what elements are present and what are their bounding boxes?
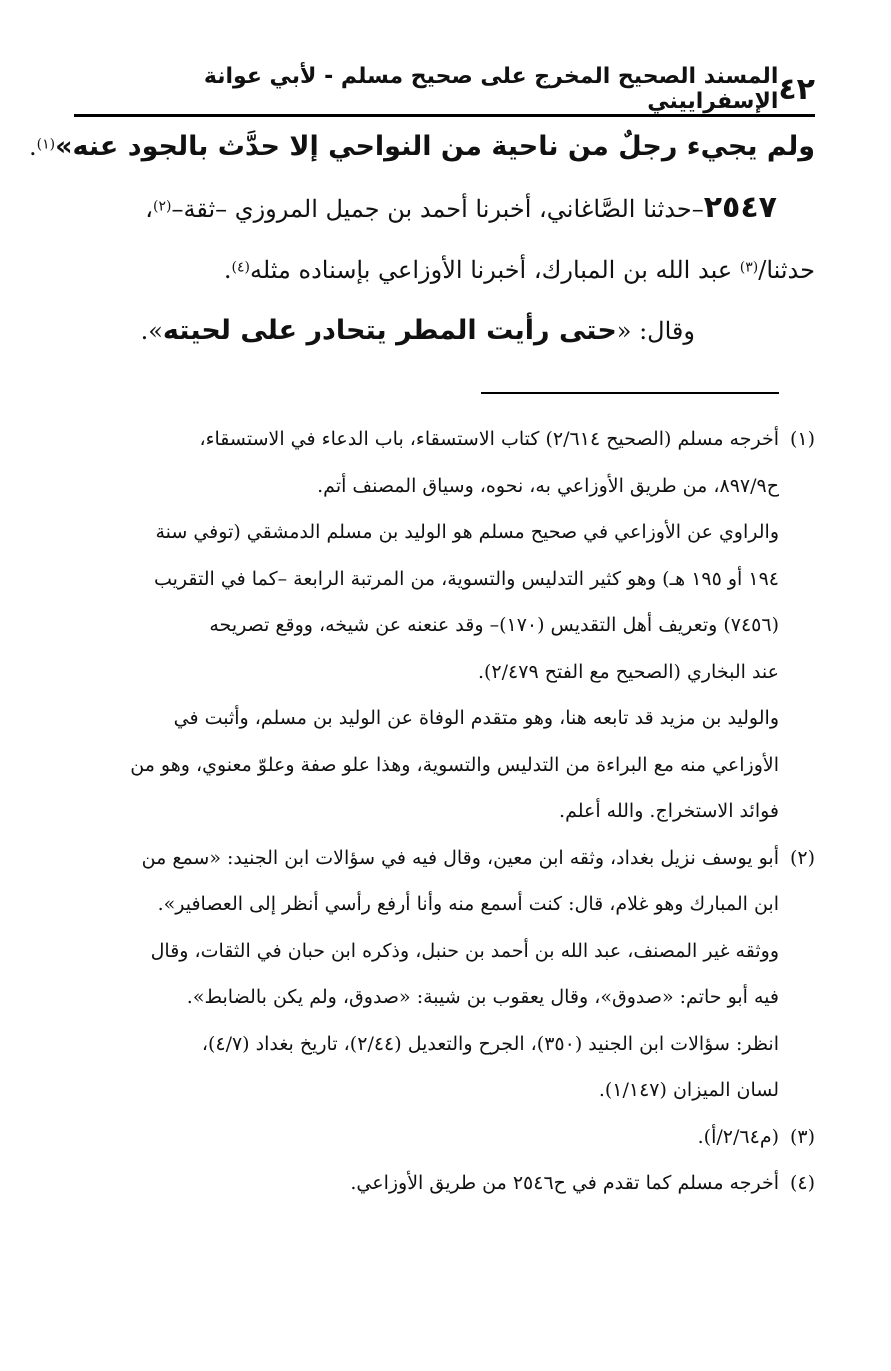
footnote-ref-4: (٤) [231, 259, 250, 276]
footnote-3-marker: (٣) [789, 1125, 815, 1148]
footnote-ref-1: (١) [36, 136, 56, 153]
header-rule [74, 114, 815, 117]
footnote-2-line: انظر: سؤالات ابن الجنيد (٣٥٠)، الجرح والتعديل (٢/٤٤)، تاريخ بغداد (٤/٧)، [201, 1032, 779, 1055]
footnote-1-line: ١٩٤ أو ١٩٥ هـ) وهو كثير التدليس والتسوية، من المرتبة الرابعة –كما في التقريب [153, 567, 779, 590]
line3-end: . [223, 256, 232, 284]
footnote-3-text: (م٢/٦٤/أ). [697, 1125, 779, 1148]
main-line-1 [28, 118, 815, 179]
footnote-4-line [74, 1160, 815, 1207]
footnote-1-text: أخرجه مسلم (الصحيح ٢/٦١٤) كتاب الاستسقاء، باب الدعاء في الاستسقاء، [199, 428, 779, 450]
line4-lead: وقال: « [616, 317, 695, 345]
footnotes [74, 416, 815, 1207]
footnote-2-marker: (٢) [789, 846, 815, 869]
footnote-2-line [74, 835, 815, 882]
running-header [74, 64, 815, 114]
footnote-4-marker: (٤) [789, 1172, 815, 1194]
footnote-1-marker: (١) [789, 428, 815, 450]
main-line-3 [74, 241, 815, 302]
footnote-2-line: فيه أبو حاتم: «صدوق»، وقال يعقوب بن شيبة: «صدوق، ولم يكن بالضابط». [186, 986, 779, 1008]
footnote-2-line: لسان الميزان (١/١٤٧). [598, 1079, 779, 1101]
footnote-1-line: فوائد الاستخراج. والله أعلم. [559, 800, 779, 822]
footnote-4-text: أخرجه مسلم كما تقدم في ح٢٥٤٦ من طريق الأوزاعي. [350, 1172, 779, 1194]
isnad-text: –حدثنا الصَّاغاني، أخبرنا أحمد بن جميل المروزي –ثقة– [171, 195, 704, 223]
quote-text: ولم يجيء رجلٌ من ناحية من النواحي إلا حدَّث بالجود عنه» [55, 131, 815, 162]
footnote-2-line: ابن المبارك وهو غلام، قال: كنت أسمع منه وأنا أرفع رأسي أنظر إلى العصافير». [157, 893, 779, 915]
line2-end: ، [145, 195, 154, 223]
main-text [28, 118, 815, 363]
footnote-1-line: الأوزاعي منه مع البراءة من التدليس والتسوية، وهذا علو صفة وعلوّ معنوي، وهو من [130, 753, 779, 776]
footnote-1-line: ح٨٩٧/٩، من طريق الأوزاعي به، نحوه، وسياق المصنف أتم. [317, 474, 779, 497]
footnote-2-text: أبو يوسف نزيل بغداد، وثقه ابن معين، وقال فيه في سؤالات ابن الجنيد: «سمع من [141, 846, 779, 869]
footnote-1-line: (٧٤٥٦) وتعريف أهل التقديس (١٧٠)– وقد عنعنه عن شيخه، ووقع تصريحه [209, 614, 779, 636]
line3-text: عبد الله بن المبارك، أخبرنا الأوزاعي بإسناده مثله [249, 256, 740, 284]
footnote-1-line: والراوي عن الأوزاعي في صحيح مسلم هو الوليد بن مسلم الدمشقي (توفي سنة [155, 521, 779, 543]
footnote-ref-2: (٢) [153, 198, 172, 215]
line1-end: . [28, 133, 37, 161]
header-title: المسند الصحيح المخرج على صحيح مسلم - لأبي عوانة الإسفراييني [203, 64, 779, 114]
main-line-4 [74, 302, 815, 363]
footnote-ref-3: (٣) [739, 259, 759, 276]
hadith-number: ٢٥٤٧ [703, 190, 777, 225]
footnote-rule [481, 392, 779, 394]
line4-end: ». [140, 317, 163, 345]
line4-quote: حتى رأيت المطر يتحادر على لحيته [162, 315, 617, 346]
footnote-2-line: ووثقه غير المصنف، عبد الله بن أحمد بن حنبل، وذكره ابن حبان في الثقات، وقال [150, 939, 779, 962]
footnote-3-line [74, 1114, 815, 1161]
page-number: ٤٢ [778, 71, 815, 107]
line3-start: حدثنا/ [758, 256, 815, 284]
footnote-1-line: عند البخاري (الصحيح مع الفتح ٢/٤٧٩). [477, 660, 779, 683]
footnote-1-line [74, 416, 815, 463]
main-line-2 [74, 179, 815, 241]
footnote-1-line: والوليد بن مزيد قد تابعه هنا، وهو متقدم الوفاة عن الوليد بن مسلم، وأثبت في [173, 707, 779, 729]
